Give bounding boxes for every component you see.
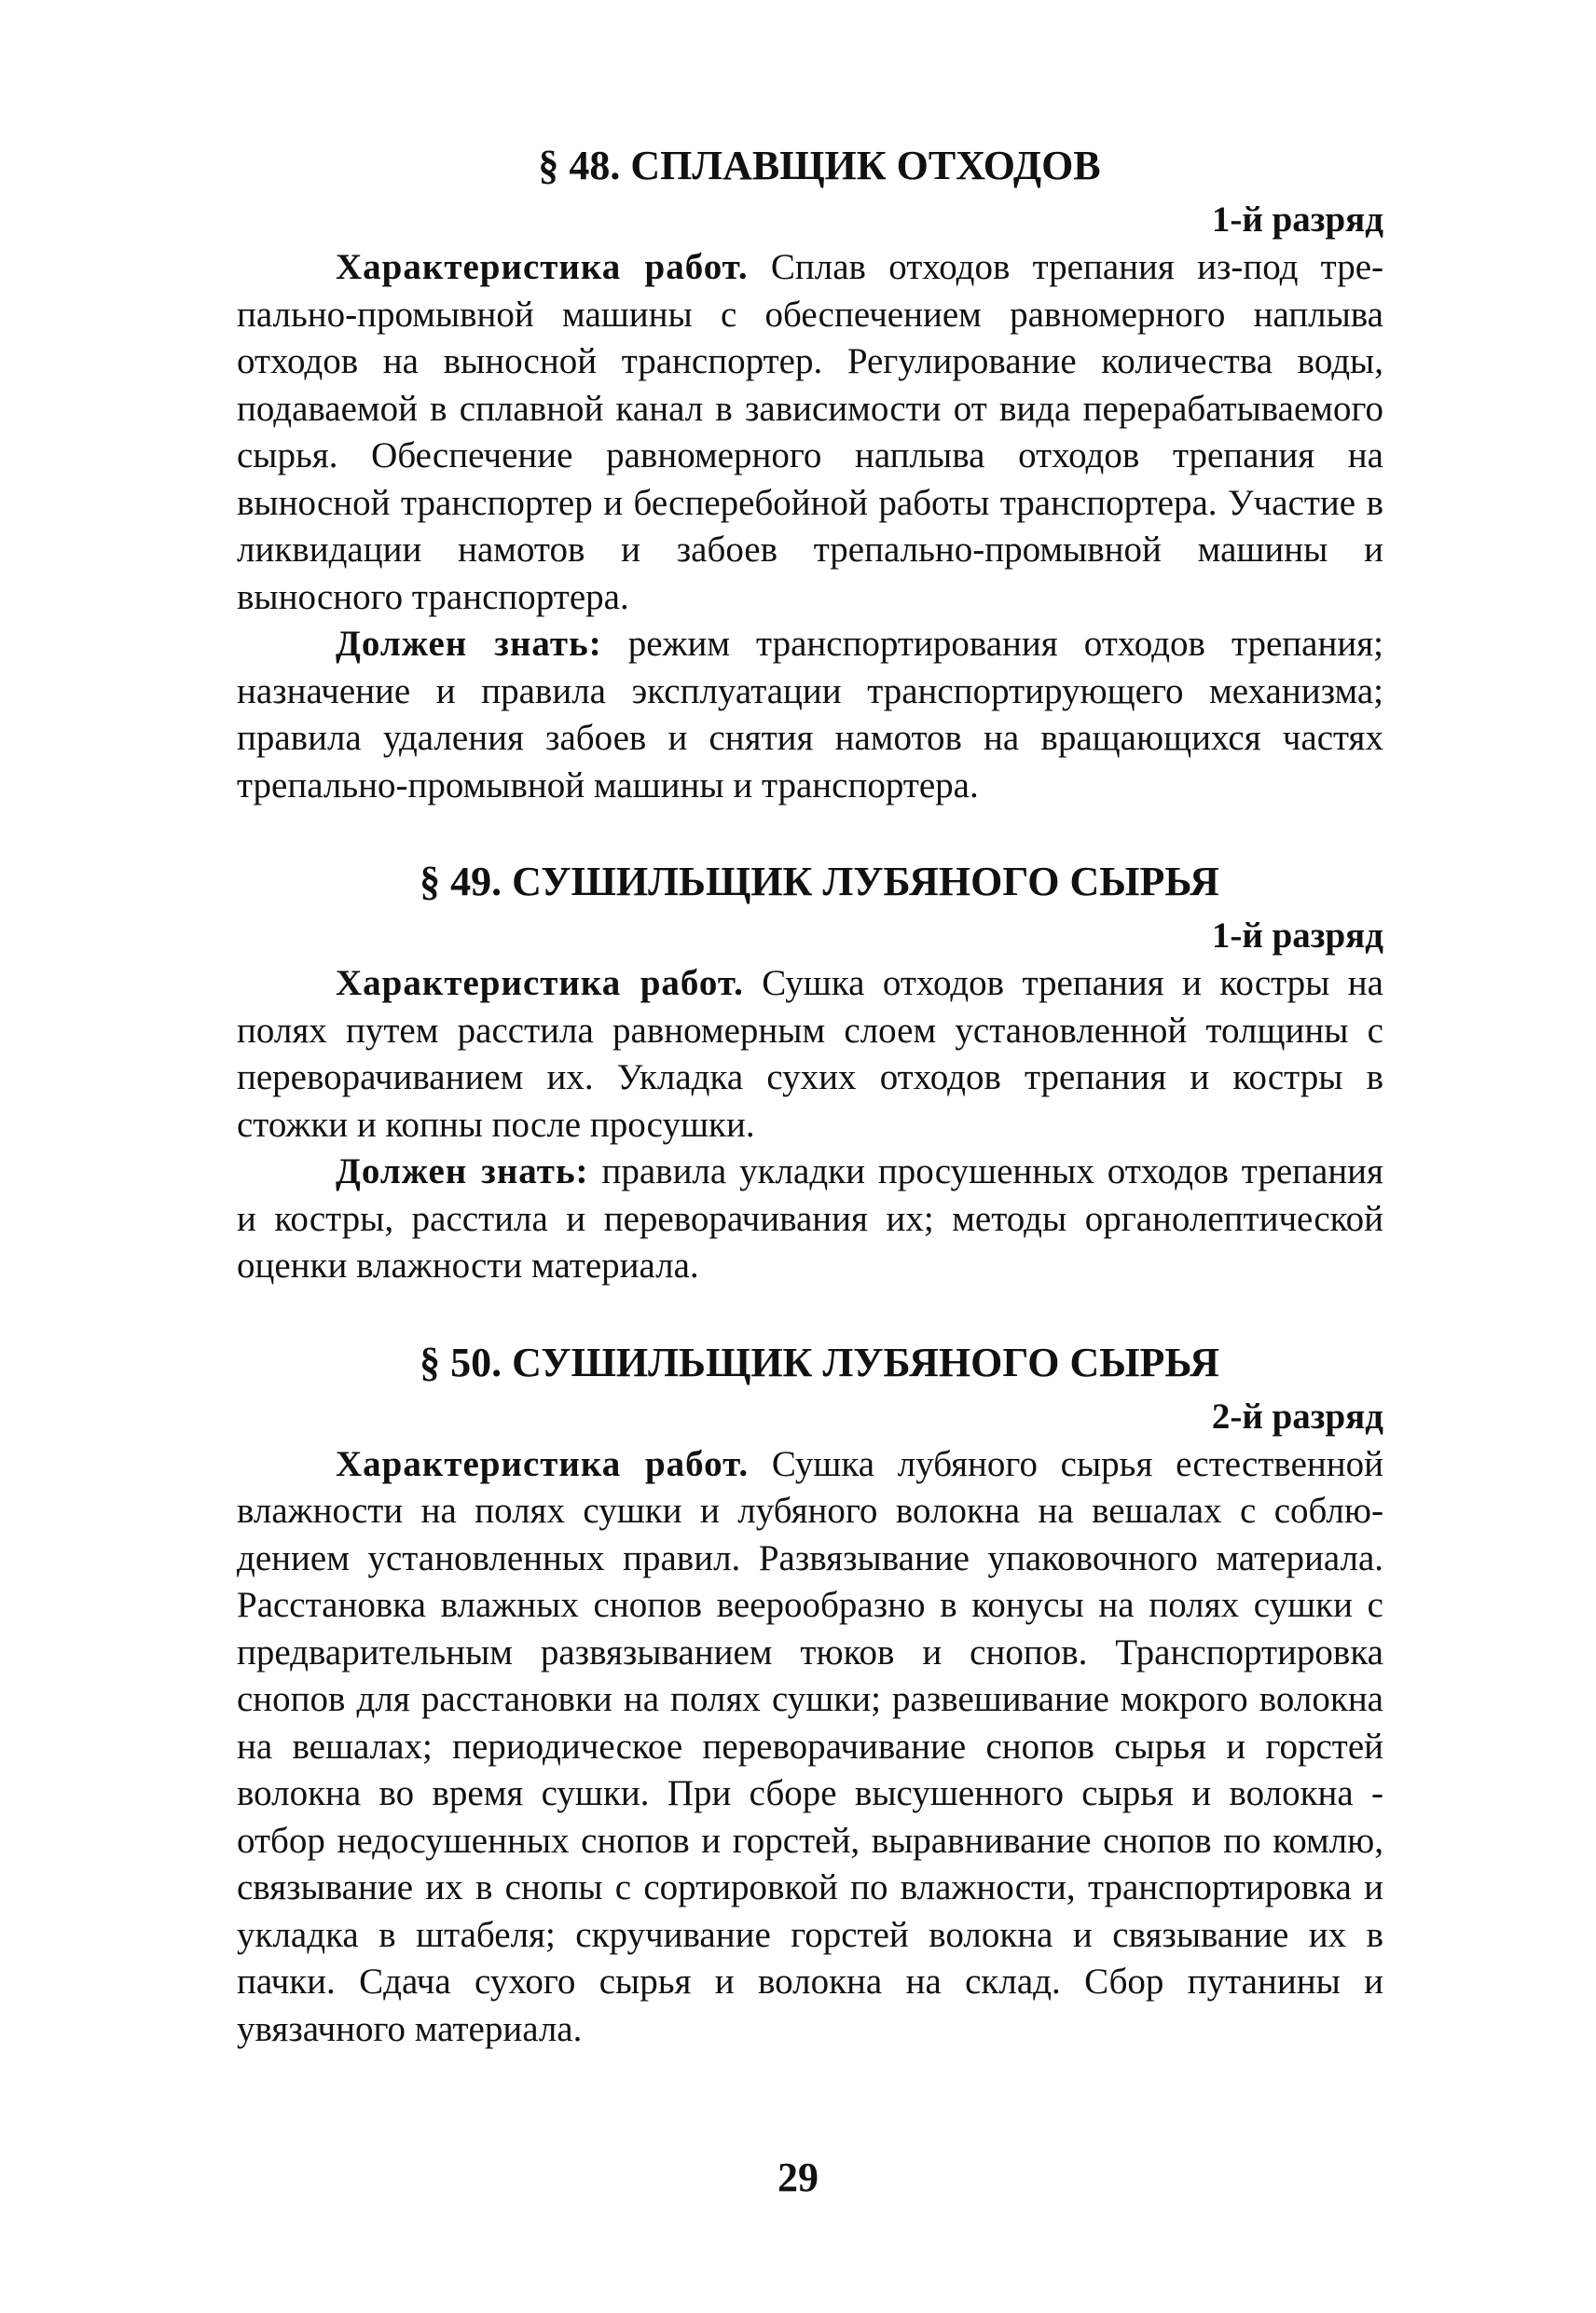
knowledge-label: Должен знать: <box>336 624 602 664</box>
characteristic-text: Сплав отходов трепания из-под трепально-промывной машины с обеспечением равномерного наплыва отходов на выносной транспортер. Регулирование количества воды, подаваемой в сплавной канал в зависимости от вида перерабатываемого сырья. Обеспечение равномерного наплыва отходов трепания на выносной транспортер и бесперебойной работы транспортера. Участие в ликвидации намотов и забоев трепально-промывной машины и выносного транспортера. <box>237 247 1383 617</box>
characteristic-label: Характеристика работ. <box>336 963 744 1003</box>
section-50 <box>237 1337 1383 2054</box>
characteristic-text: Сушка лубяного сырья естественной влажности на полях сушки и лубяного волокна на вешалах с соблюдением установленных правил. Развязывание упаковочного материала. Расстановка влажных снопов веерообразно в конусы на полях сушки с предварительным развязыванием тюков и снопов. Транспортировка снопов для расстановки на полях сушки; развешивание мокрого волокна на вешалах; периодическое переворачивание снопов сырья и горстей волокна во время сушки. При сборе высушенного сырья и волокна - отбор недосушенных снопов и горстей, выравнивание снопов по комлю, связывание их в снопы с сортировкой по влажности, транспортировка и укладка в штабеля; скручивание горстей волокна и связывание их в пачки. Сдача сухого сырья и волокна на склад. Сбор путанины и увязачного материала. <box>237 1443 1383 2049</box>
characteristic-paragraph <box>237 244 1383 621</box>
knowledge-paragraph <box>237 1149 1383 1290</box>
section-title: § 48. СПЛАВЩИК ОТХОДОВ <box>538 143 1101 188</box>
knowledge-label: Должен знать: <box>336 1151 589 1191</box>
knowledge-paragraph <box>237 621 1383 809</box>
knowledge-text: режим транспортирования отходов трепания; назначение и правила эксплуатации транспортирующего механизма; правила удаления забоев и снятия намотов на вращающихся частях трепально-промывной машины и транспортера. <box>237 624 1383 805</box>
characteristic-label: Характеристика работ. <box>336 247 749 287</box>
characteristic-label: Характеристика работ. <box>336 1443 750 1484</box>
knowledge-text: правила укладки просушенных отходов трепания и костры, расстила и переворачивания их; методы органолептической оценки влажности материала. <box>237 1151 1383 1286</box>
characteristic-paragraph <box>237 1441 1383 2054</box>
section-title: § 50. СУШИЛЬЩИК ЛУБЯНОГО СЫРЬЯ <box>420 1339 1219 1385</box>
grade-label: 1-й разряд <box>1211 916 1383 956</box>
characteristic-text: Сушка отходов трепания и костры на полях путем расстила равномерным слоем установленной толщины с переворачиванием их. Укладка сухих отходов трепания и костры в стожки и копны после просушки. <box>237 963 1383 1145</box>
section-48 <box>237 140 1383 809</box>
section-49 <box>237 856 1383 1290</box>
section-title: § 49. СУШИЛЬЩИК ЛУБЯНОГО СЫРЬЯ <box>420 859 1219 904</box>
page-number: 29 <box>777 2155 819 2200</box>
grade-label: 1-й разряд <box>1211 200 1383 240</box>
page-content <box>237 140 1383 2100</box>
characteristic-paragraph <box>237 960 1383 1149</box>
grade-label: 2-й разряд <box>1211 1396 1383 1437</box>
